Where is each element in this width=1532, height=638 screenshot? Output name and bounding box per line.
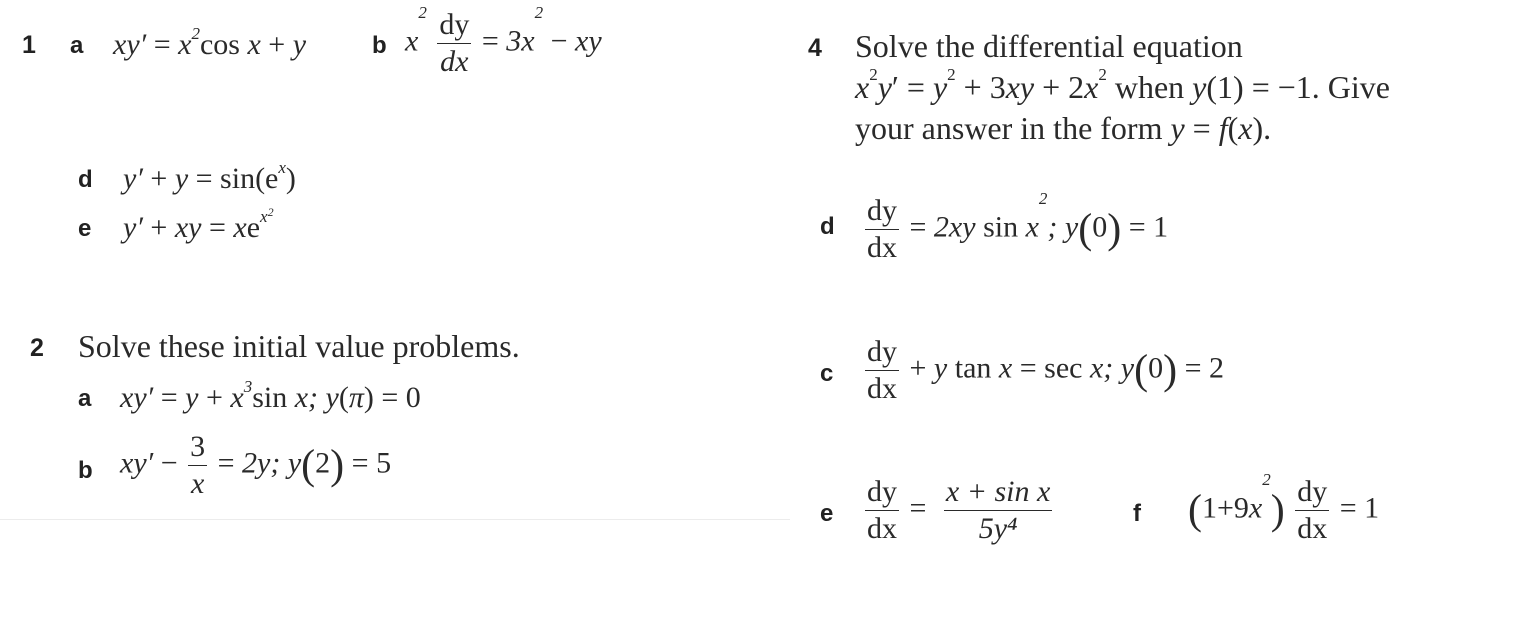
rf-dy: dy [1295, 474, 1329, 511]
q1-part-b-equation: $x^2$ $\frac{dy}{dx}$ = $3x^2$ − xy [405, 3, 602, 78]
question-2-prompt: Solve these initial value problems. [78, 328, 520, 364]
q4-answer-form-text: your answer in the form [855, 110, 1163, 146]
re-dx: dx [867, 512, 897, 545]
q1-part-b-label: b [372, 32, 387, 59]
q1-part-a-equation: $xy' = x^2\cos$ x + y [113, 24, 307, 61]
q2-part-b-label: b [78, 457, 93, 484]
q2-part-a-label: a [78, 385, 92, 412]
q1b-dy: dy [437, 7, 471, 44]
question-4-line2: $x^2y' = y^2 + 3xy + 2x^2$ when y(1) = −1. Give [855, 65, 1390, 105]
q2b-denominator: x [190, 467, 205, 500]
right-part-d-equation: $\frac{dy}{dx}$ = 2xy $\sin x^2$; y(0) = 1 [867, 189, 1169, 264]
right-part-f-equation: $(1+9x^2)$ $\frac{dy}{dx}$ = 1 [1188, 470, 1380, 545]
rc-dx: dx [867, 372, 897, 405]
q1-part-e-label: e [78, 215, 92, 242]
q1b-dx: dx [440, 45, 469, 78]
right-part-f-label: f [1133, 500, 1141, 527]
right-part-e-equation: $\frac{dy}{dx}$ = $\frac{\text{x + sin x}}{\text{5y⁴}}$ [867, 475, 1051, 545]
q1-part-e-equation: y′ + xy = $xe^{x^2}$ [123, 205, 274, 244]
q1-part-d-label: d [78, 166, 93, 193]
q1-part-d-equation: $y' + y = \sin(e^x)$ [123, 158, 296, 195]
re-numerator: x + sin x [944, 474, 1052, 511]
right-part-c-label: c [820, 360, 834, 387]
question-1-number: 1 [22, 31, 36, 59]
question-4-line1: Solve the differential equation [855, 28, 1243, 64]
re-denominator: 5y⁴ [978, 512, 1018, 545]
rd-dx: dx [867, 231, 897, 264]
question-4-number: 4 [808, 34, 822, 62]
q1-part-a-label: a [70, 32, 84, 59]
right-part-d-label: d [820, 213, 835, 240]
q2-part-b-equation: xy′ − $\frac{3}{x}$ = 2y; y(2) = 5 [120, 430, 392, 500]
q2-part-a-equation: $xy' = y + x^3\sin$ x; y(π) = 0 [120, 377, 421, 414]
right-part-e-label: e [820, 500, 834, 527]
question-4-line3: your answer in the form y = f(x). [855, 110, 1272, 146]
rd-dy: dy [865, 193, 899, 230]
rc-dy: dy [865, 334, 899, 371]
rf-dx: dx [1297, 512, 1328, 545]
right-part-c-equation: $\frac{dy}{dx}$ + y tan x = sec x; y(0) = 2 [867, 335, 1225, 405]
re-dy: dy [865, 474, 899, 511]
q2b-numerator: 3 [188, 429, 207, 466]
divider-line [0, 519, 790, 520]
question-2-number: 2 [30, 334, 44, 362]
